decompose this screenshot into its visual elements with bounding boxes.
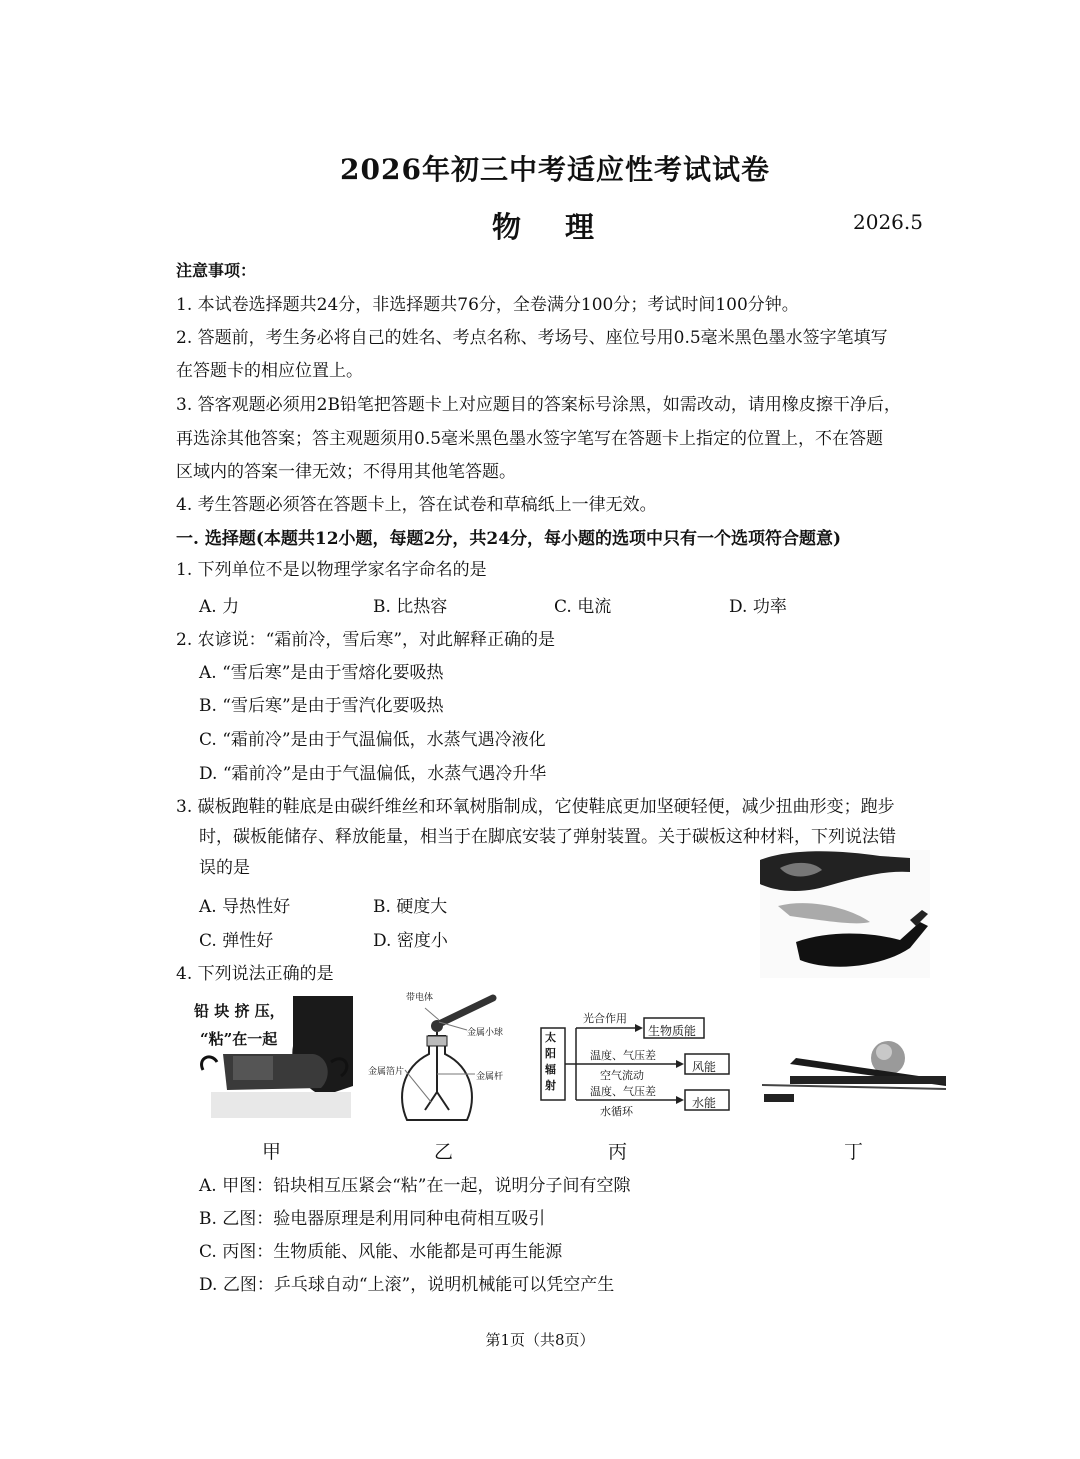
figure-yi (367, 988, 517, 1128)
q1-option-b: B. 比热容 (373, 597, 448, 617)
figure-jia-text-1: 铅 块 挤 压， (194, 1002, 285, 1020)
figure-yi-label-metal-ball: 金属小球 (467, 1028, 504, 1038)
section-heading: 一. 选择题(本题共12小题，每题2分，共24分，每小题的选项中只有一个选项符合题意) (176, 529, 842, 549)
figure-ding (760, 1030, 950, 1110)
q2-option-d: D. “霜前冷”是由于气温偏低，水蒸气遇冷升华 (199, 764, 547, 784)
carbon-shoe-image (760, 850, 930, 978)
q1-option-a: A. 力 (199, 597, 240, 617)
note-line-4: 3. 答客观题必须用2B铅笔把答题卡上对应题目的答案标号涂黑，如需改动，请用橡皮擦干净后， (176, 395, 901, 415)
note-line-1: 1. 本试卷选择题共24分，非选择题共76分，全卷满分100分；考试时间100分钟。 (176, 295, 799, 315)
figure-bing-box-wind: 风能 (692, 1060, 717, 1074)
question-1-stem: 1. 下列单位不是以物理学家名字命名的是 (176, 560, 487, 580)
subject-char-1: 物 (492, 210, 522, 244)
q2-option-a: A. “雪后寒”是由于雪熔化要吸热 (199, 663, 444, 683)
subject-char-2: 理 (565, 210, 595, 244)
figure-bing-arrow-label-4: 温度、气压差 (590, 1085, 656, 1098)
figure-bing-box-biomass: 生物质能 (648, 1024, 697, 1038)
question-3-stem-line-3: 误的是 (199, 858, 250, 878)
note-line-7: 4. 考生答题必须答在答题卡上，答在试卷和草稿纸上一律无效。 (176, 495, 657, 515)
page-number: 第1页（共8页） (485, 1331, 595, 1349)
question-3-stem-line-2: 时，碳板能储存、释放能量，相当于在脚底安装了弹射装置。关于碳板这种材料，下列说法错 (199, 827, 896, 847)
q4-option-a: A. 甲图：铅块相互压紧会“粘”在一起，说明分子间有空隙 (199, 1176, 631, 1196)
figure-bing-source-char-2: 阳 (545, 1047, 556, 1060)
q2-option-c: C. “霜前冷”是由于气温偏低，水蒸气遇冷液化 (199, 730, 546, 750)
q1-option-d: D. 功率 (729, 597, 787, 617)
figure-bing-arrow-label-1: 光合作用 (583, 1012, 627, 1025)
caption-bing: 丙 (608, 1141, 628, 1163)
figure-bing-source-char-1: 太 (545, 1031, 556, 1044)
figure-yi-label-metal-rod: 金属杆 (476, 1072, 504, 1082)
q3-option-a: A. 导热性好 (199, 897, 291, 917)
question-4-stem: 4. 下列说法正确的是 (176, 964, 334, 984)
notes-heading: 注意事项： (176, 261, 257, 280)
caption-jia: 甲 (262, 1141, 282, 1163)
figure-bing-source-char-4: 射 (545, 1079, 556, 1092)
q4-option-c: C. 丙图：生物质能、风能、水能都是可再生能源 (199, 1242, 563, 1262)
q4-option-b: B. 乙图：验电器原理是利用同种电荷相互吸引 (199, 1209, 546, 1229)
figure-jia-text-2: “粘”在一起 (200, 1030, 278, 1048)
q3-option-d: D. 密度小 (373, 931, 448, 951)
q1-option-c: C. 电流 (554, 597, 612, 617)
caption-ding: 丁 (844, 1141, 864, 1163)
note-line-2: 2. 答题前，考生务必将自己的姓名、考点名称、考场号、座位号用0.5毫米黑色墨水签字笔填写 (176, 328, 888, 348)
figure-yi-label-charged-body: 带电体 (406, 993, 434, 1003)
figure-bing-arrow-label-3: 空气流动 (600, 1069, 644, 1082)
note-line-6: 区域内的答案一律无效；不得用其他笔答题。 (176, 462, 516, 482)
q3-option-c: C. 弹性好 (199, 931, 274, 951)
note-line-3: 在答题卡的相应位置上。 (176, 361, 363, 381)
figure-bing-box-water: 水能 (692, 1096, 717, 1110)
figure-bing-arrow-label-6: 水循环 (600, 1105, 633, 1118)
caption-yi: 乙 (434, 1141, 454, 1163)
figure-bing-source-char-3: 辐 (545, 1063, 556, 1076)
q2-option-b: B. “雪后寒”是由于雪汽化要吸热 (199, 696, 444, 716)
q4-option-d: D. 乙图：乒乓球自动“上滚”，说明机械能可以凭空产生 (199, 1275, 615, 1295)
figure-bing-arrow-label-2: 温度、气压差 (590, 1049, 656, 1062)
exam-date: 2026.5 (853, 210, 923, 234)
figure-yi-label-metal-foil: 金属箔片 (368, 1067, 405, 1077)
note-line-5: 再选涂其他答案；答主观题须用0.5毫米黑色墨水签字笔写在答题卡上指定的位置上，不在答题 (176, 429, 884, 449)
figure-bing-source (545, 1030, 559, 1094)
exam-title: 2026年初三中考适应性考试试卷 (340, 153, 770, 186)
question-3-stem-line-1: 3. 碳板跑鞋的鞋底是由碳纤维丝和环氧树脂制成，它使鞋底更加坚硬轻便，减少扭曲形变；跑步 (176, 797, 895, 817)
q3-option-b: B. 硬度大 (373, 897, 448, 917)
subject-name (492, 205, 638, 246)
question-2-stem: 2. 农谚说：“霜前冷，雪后寒”，对此解释正确的是 (176, 630, 556, 650)
